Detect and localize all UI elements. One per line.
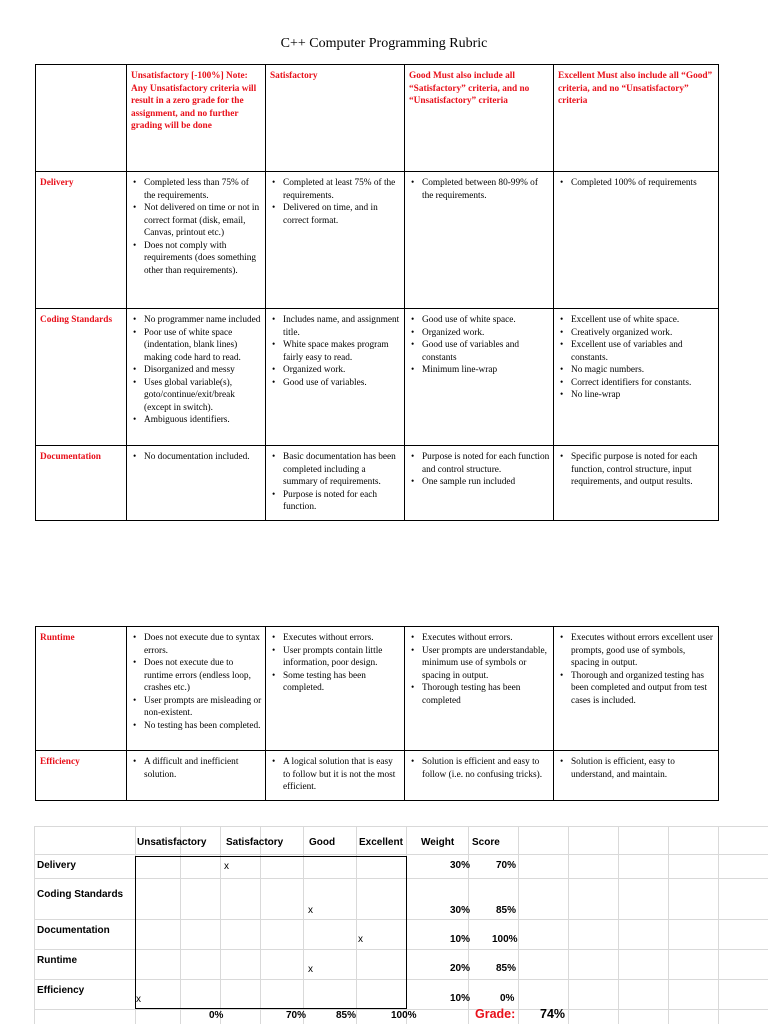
rubric-cell (266, 309, 405, 446)
sheet-row-delivery: Delivery (37, 860, 76, 871)
criterion: • Purpose is noted for each function. (283, 489, 401, 514)
criterion: • Executes without errors excellent user prompts, good use of symbols, spacing in output. (571, 632, 715, 670)
header-good: Good Must also include all “Satisfactory” criteria, and no “Unsatisfactory” criteria (405, 65, 554, 172)
rubric-cell (127, 751, 266, 801)
sheet-row-coding-standards: Coding Standards (37, 889, 124, 900)
mark-x: x (224, 861, 229, 872)
score-value: 85% (496, 963, 517, 974)
criterion: • Minimum line-wrap (422, 364, 550, 377)
rubric-table-bottom (35, 626, 719, 801)
rubric-cell (554, 309, 719, 446)
criterion: • Purpose is noted for each function and control structure. (422, 451, 550, 476)
sheet-row-efficiency: Efficiency (37, 985, 85, 996)
rubric-cell (405, 309, 554, 446)
row-header-coding-standards: Coding Standards (36, 309, 127, 446)
criterion: • Solution is efficient, easy to understand, and maintain. (571, 756, 715, 781)
rubric-cell (127, 309, 266, 446)
corner-cell (36, 65, 127, 172)
mark-x: x (308, 905, 313, 916)
criterion: • Completed less than 75% of the requirements. (144, 177, 262, 202)
criterion: • No testing has been completed. (144, 720, 262, 733)
criterion: • Basic documentation has been completed including a summary of requirements. (283, 451, 401, 489)
criterion: • One sample run included (422, 476, 550, 489)
col-header-score: Score (472, 837, 500, 848)
page-title: C++ Computer Programming Rubric (280, 36, 488, 51)
weight-value: 30% (450, 905, 471, 916)
criterion: • No magic numbers. (571, 364, 715, 377)
criterion: • No documentation included. (144, 451, 262, 464)
score-spreadsheet (34, 826, 768, 1024)
criterion: • Completed between 80-99% of the requirements. (422, 177, 550, 202)
criterion: • User prompts are understandable, minimum use of symbols or spacing in output. (422, 645, 550, 683)
criterion: • Does not comply with requirements (does something other than requirements). (144, 240, 262, 278)
criterion: • A difficult and inefficient solution. (144, 756, 262, 781)
criterion: • Includes name, and assignment title. (283, 314, 401, 339)
criterion: • Good use of white space. (422, 314, 550, 327)
row-header-documentation: Documentation (36, 446, 127, 521)
criterion: • Creatively organized work. (571, 327, 715, 340)
col-header-weight: Weight (421, 837, 455, 848)
criterion: • Good use of variables and constants (422, 339, 550, 364)
grade-label: Grade: (475, 1007, 516, 1021)
rubric-cell (405, 446, 554, 521)
criterion: • Correct identifiers for constants. (571, 377, 715, 390)
criterion: • Good use of variables. (283, 377, 401, 390)
col-header-unsatisfactory: Unsatisfactory (137, 837, 207, 848)
criterion: • Does not execute due to runtime errors (endless loop, crashes etc.) (144, 657, 262, 695)
sheet-row-documentation: Documentation (37, 925, 110, 936)
criterion: • Executes without errors. (422, 632, 550, 645)
criterion: • Excellent use of white space. (571, 314, 715, 327)
rubric-cell (266, 751, 405, 801)
criterion: • Organized work. (283, 364, 401, 377)
mark-x: x (136, 994, 141, 1005)
mark-x: x (358, 934, 363, 945)
rubric-cell (405, 172, 554, 309)
criterion: • Not delivered on time or not in correct format (disk, email, Canvas, printout etc.) (144, 202, 262, 240)
col-header-excellent: Excellent (359, 837, 403, 848)
weight-value: 20% (450, 963, 471, 974)
rubric-cell (127, 446, 266, 521)
criterion: • Uses global variable(s), goto/continue/exit/break (except in switch). (144, 377, 262, 415)
criterion: • Does not execute due to syntax errors. (144, 632, 262, 657)
rubric-cell (266, 446, 405, 521)
criterion: • Some testing has been completed. (283, 670, 401, 695)
rubric-cell (554, 627, 719, 751)
criterion: • User prompts contain little information, poor design. (283, 645, 401, 670)
criterion: • A logical solution that is easy to follow but it is not the most efficient. (283, 756, 401, 794)
rubric-cell (405, 627, 554, 751)
criterion: • Completed at least 75% of the requirements. (283, 177, 401, 202)
mark-x: x (308, 964, 313, 975)
criterion: • White space makes program fairly easy to read. (283, 339, 401, 364)
scale-label: 85% (336, 1010, 357, 1021)
col-header-good: Good (309, 837, 336, 848)
criterion: • Specific purpose is noted for each function, control structure, input requirements, and output results. (571, 451, 715, 489)
rubric-cell (554, 172, 719, 309)
weight-value: 30% (450, 860, 471, 871)
criterion: • Disorganized and messy (144, 364, 262, 377)
criterion: • Thorough testing has been completed (422, 682, 550, 707)
row-header-efficiency: Efficiency (36, 751, 127, 801)
criterion: • Solution is efficient and easy to follow (i.e. no confusing tricks). (422, 756, 550, 781)
criterion: • Executes without errors. (283, 632, 401, 645)
rubric-cell (266, 627, 405, 751)
scale-label: 100% (391, 1010, 417, 1021)
header-excellent: Excellent Must also include all “Good” criteria, and no “Unsatisfactory” criteria (554, 65, 719, 172)
criterion: • No programmer name included (144, 314, 262, 327)
score-value: 100% (492, 934, 518, 945)
row-header-runtime: Runtime (36, 627, 127, 751)
rubric-cell (127, 172, 266, 309)
rubric-cell (127, 627, 266, 751)
row-header-delivery: Delivery (36, 172, 127, 309)
rubric-cell (405, 751, 554, 801)
criterion: • Thorough and organized testing has been completed and output from test cases is included. (571, 670, 715, 708)
criterion: • No line-wrap (571, 389, 715, 402)
criterion: • Completed 100% of requirements (571, 177, 715, 190)
criterion: • Ambiguous identifiers. (144, 414, 262, 427)
scale-label: 0% (209, 1010, 224, 1021)
score-value: 70% (496, 860, 517, 871)
rubric-cell (554, 751, 719, 801)
weight-value: 10% (450, 993, 471, 1004)
rubric-table-top (35, 64, 719, 521)
score-value: 0% (500, 993, 515, 1004)
col-header-satisfactory: Satisfactory (226, 837, 284, 848)
criterion: • Poor use of white space (indentation, blank lines) making code hard to read. (144, 327, 262, 365)
header-unsatisfactory: Unsatisfactory [-100%] Note: Any Unsatisfactory criteria will result in a zero grade for the assignment, and no further grading will be done (127, 65, 266, 172)
weight-value: 10% (450, 934, 471, 945)
rubric-cell (266, 172, 405, 309)
criterion: • User prompts are misleading or non-existent. (144, 695, 262, 720)
criterion: • Delivered on time, and in correct format. (283, 202, 401, 227)
header-satisfactory: Satisfactory (266, 65, 405, 172)
sheet-row-runtime: Runtime (37, 955, 77, 966)
criterion: • Excellent use of variables and constants. (571, 339, 715, 364)
score-value: 85% (496, 905, 517, 916)
criterion: • Organized work. (422, 327, 550, 340)
scale-label: 70% (286, 1010, 307, 1021)
rubric-cell (554, 446, 719, 521)
grade-value: 74% (540, 1007, 566, 1021)
scoring-box (135, 856, 407, 1009)
